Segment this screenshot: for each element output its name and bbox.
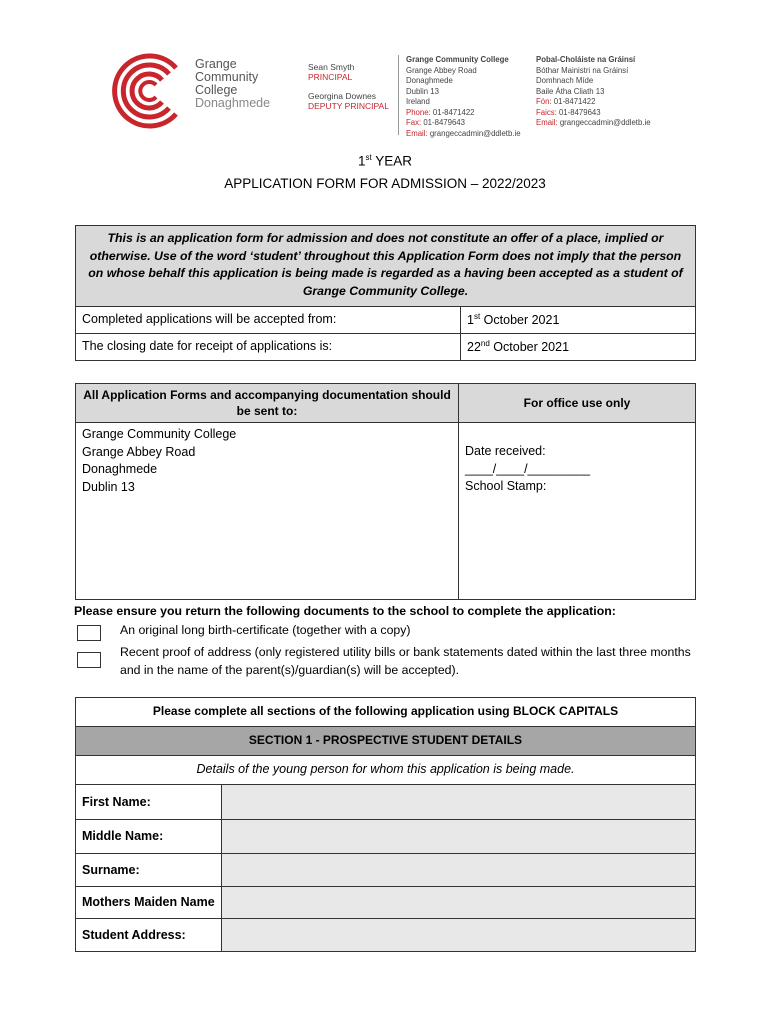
accept-from-label: Completed applications will be accepted from: bbox=[76, 307, 461, 334]
send-to-address: Grange Community College Grange Abbey Road Donaghmede Dublin 13 bbox=[76, 423, 459, 600]
staff-block bbox=[308, 62, 389, 111]
intro-table bbox=[75, 225, 696, 361]
student-address-label: Student Address: bbox=[76, 919, 222, 952]
college-logo-icon bbox=[108, 50, 190, 132]
accept-from-date: 1st October 2021 bbox=[461, 307, 696, 334]
year-title: 1st YEAR bbox=[357, 153, 413, 169]
section1-table bbox=[75, 697, 696, 952]
student-address-field[interactable] bbox=[222, 919, 696, 952]
deputy-name: Georgina Downes bbox=[308, 91, 377, 101]
date-received-label: Date received: bbox=[465, 444, 546, 458]
disclaimer-text: This is an application form for admission and does not constitute an offer of a place, implied or otherwise. Use of the word ‘student’ throughout this Application Form does not imply that the person on whose behalf this application is being made is regarded as a having been accepted as a student of Grange Community College. bbox=[76, 226, 696, 307]
closing-date-value: 22nd October 2021 bbox=[461, 334, 696, 361]
mothers-maiden-name-label: Mothers Maiden Name bbox=[76, 887, 222, 919]
principal-role: PRINCIPAL bbox=[308, 72, 353, 82]
section1-title: SECTION 1 - PROSPECTIVE STUDENT DETAILS bbox=[76, 727, 696, 756]
office-use-heading: For office use only bbox=[459, 384, 696, 423]
address-irish: Pobal-Choláiste na Gráinsí Bóthar Mainistri na Gráinsí Domhnach Míde Baile Átha Cliath 13 Fón: 01-8471422 Faics: 01-8479643 Email: grangeccadmin@ddletb.ie bbox=[536, 55, 651, 127]
documents-heading: Please ensure you return the following documents to the school to complete the application: bbox=[74, 604, 616, 618]
birth-cert-checkbox[interactable] bbox=[77, 625, 101, 641]
first-name-label: First Name: bbox=[76, 785, 222, 820]
first-name-field[interactable] bbox=[222, 785, 696, 820]
proof-address-checkbox[interactable] bbox=[77, 652, 101, 668]
logo-wordmark: Grange Community College Donaghmede bbox=[195, 57, 271, 110]
closing-date-label: The closing date for receipt of applications is: bbox=[76, 334, 461, 361]
address-english: Grange Community College Grange Abbey Road Donaghmede Dublin 13 Ireland Phone: 01-8471422 Fax: 01-8479643 Email: grangeccadmin@ddletb.ie bbox=[406, 55, 521, 138]
deputy-role: DEPUTY PRINCIPAL bbox=[308, 101, 389, 111]
middle-name-field[interactable] bbox=[222, 820, 696, 854]
form-title: APPLICATION FORM FOR ADMISSION – 2022/2023 bbox=[224, 176, 546, 191]
section1-details: Details of the young person for whom this application is being made. bbox=[76, 756, 696, 785]
surname-label: Surname: bbox=[76, 854, 222, 887]
middle-name-label: Middle Name: bbox=[76, 820, 222, 854]
mothers-maiden-name-field[interactable] bbox=[222, 887, 696, 919]
send-to-table bbox=[75, 383, 696, 600]
header-divider bbox=[398, 55, 399, 135]
school-stamp-label: School Stamp: bbox=[465, 479, 547, 493]
proof-address-label: Recent proof of address (only registered utility bills or bank statements dated within the last three months and in the name of the parent(s)/guardian(s) will be accepted). bbox=[120, 645, 691, 677]
surname-field[interactable] bbox=[222, 854, 696, 887]
date-received-blank: ____/____/_________ bbox=[465, 461, 591, 476]
send-to-heading: All Application Forms and accompanying documentation should be sent to: bbox=[76, 384, 459, 423]
birth-cert-label: An original long birth-certificate (together with a copy) bbox=[120, 623, 411, 637]
office-use-box bbox=[459, 423, 696, 600]
principal-name: Sean Smyth bbox=[308, 62, 355, 72]
block-capitals-note: Please complete all sections of the following application using BLOCK CAPITALS bbox=[76, 698, 696, 727]
